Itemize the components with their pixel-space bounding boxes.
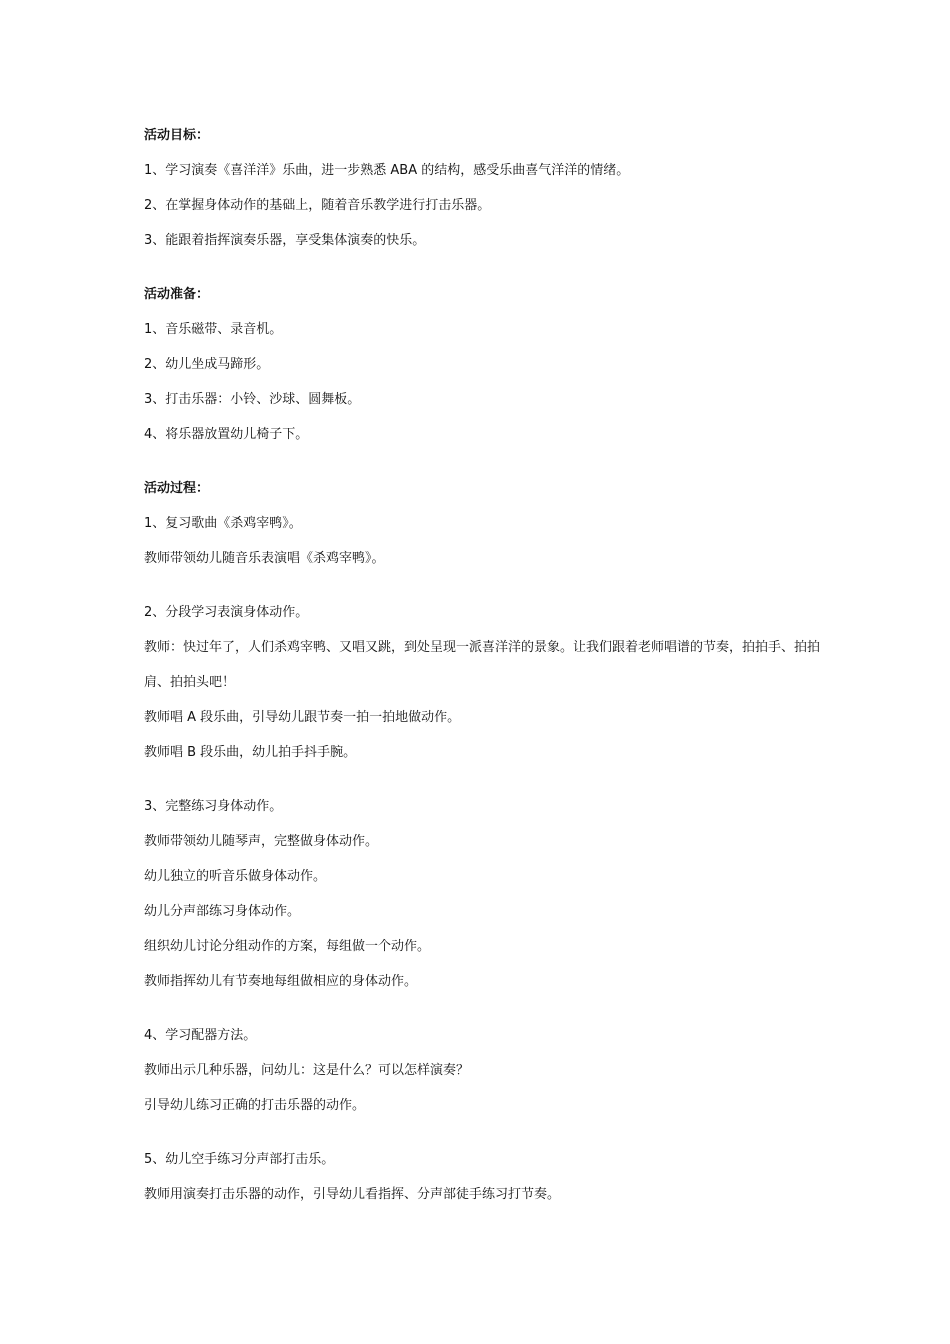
preparation-item: 1、音乐磁带、录音机。	[144, 322, 283, 337]
step-3-line: 组织幼儿讨论分组动作的方案，每组做一个动作。	[144, 939, 431, 954]
preparation-item: 4、将乐器放置幼儿椅子下。	[144, 427, 309, 442]
goal-item: 1、学习演奏《喜洋洋》乐曲，进一步熟悉 ABA 的结构，感受乐曲喜气洋洋的情绪。	[144, 163, 630, 178]
step-2-line: 教师唱 A 段乐曲，引导幼儿跟节奏一拍一拍地做动作。	[144, 710, 461, 725]
process-heading: 活动过程：	[144, 481, 210, 496]
step-4-title: 4、学习配器方法。	[144, 1028, 257, 1043]
step-1-line: 教师带领幼儿随音乐表演唱《杀鸡宰鸭》。	[144, 551, 385, 566]
document-content	[144, 126, 824, 1220]
step-3-line: 幼儿分声部练习身体动作。	[144, 904, 301, 919]
preparation-item: 3、打击乐器：小铃、沙球、圆舞板。	[144, 392, 361, 407]
step-3-line: 教师指挥幼儿有节奏地每组做相应的身体动作。	[144, 974, 418, 989]
step-2-paragraph: 教师：快过年了，人们杀鸡宰鸭、又唱又跳，到处呈现一派喜洋洋的景象。让我们跟着老师唱谱的节奏，拍拍手、拍拍肩、拍拍头吧！	[144, 640, 821, 690]
goal-item: 3、能跟着指挥演奏乐器，享受集体演奏的快乐。	[144, 233, 426, 248]
step-2-line: 教师唱 B 段乐曲，幼儿拍手抖手腕。	[144, 745, 357, 760]
step-3-title: 3、完整练习身体动作。	[144, 799, 283, 814]
step-3-line: 教师带领幼儿随琴声，完整做身体动作。	[144, 834, 379, 849]
step-4-line: 教师出示几种乐器，问幼儿：这是什么？可以怎样演奏？	[144, 1063, 470, 1078]
step-4-line: 引导幼儿练习正确的打击乐器的动作。	[144, 1098, 366, 1113]
goal-item: 2、在掌握身体动作的基础上，随着音乐教学进行打击乐器。	[144, 198, 491, 213]
step-1-title: 1、复习歌曲《杀鸡宰鸭》。	[144, 516, 302, 531]
step-5-line: 教师用演奏打击乐器的动作，引导幼儿看指挥、分声部徒手练习打节奏。	[144, 1187, 561, 1202]
preparation-item: 2、幼儿坐成马蹄形。	[144, 357, 270, 372]
step-5-title: 5、幼儿空手练习分声部打击乐。	[144, 1152, 335, 1167]
goals-heading: 活动目标：	[144, 128, 210, 143]
preparation-heading: 活动准备：	[144, 287, 210, 302]
step-3-line: 幼儿独立的听音乐做身体动作。	[144, 869, 327, 884]
step-2-title: 2、分段学习表演身体动作。	[144, 605, 309, 620]
